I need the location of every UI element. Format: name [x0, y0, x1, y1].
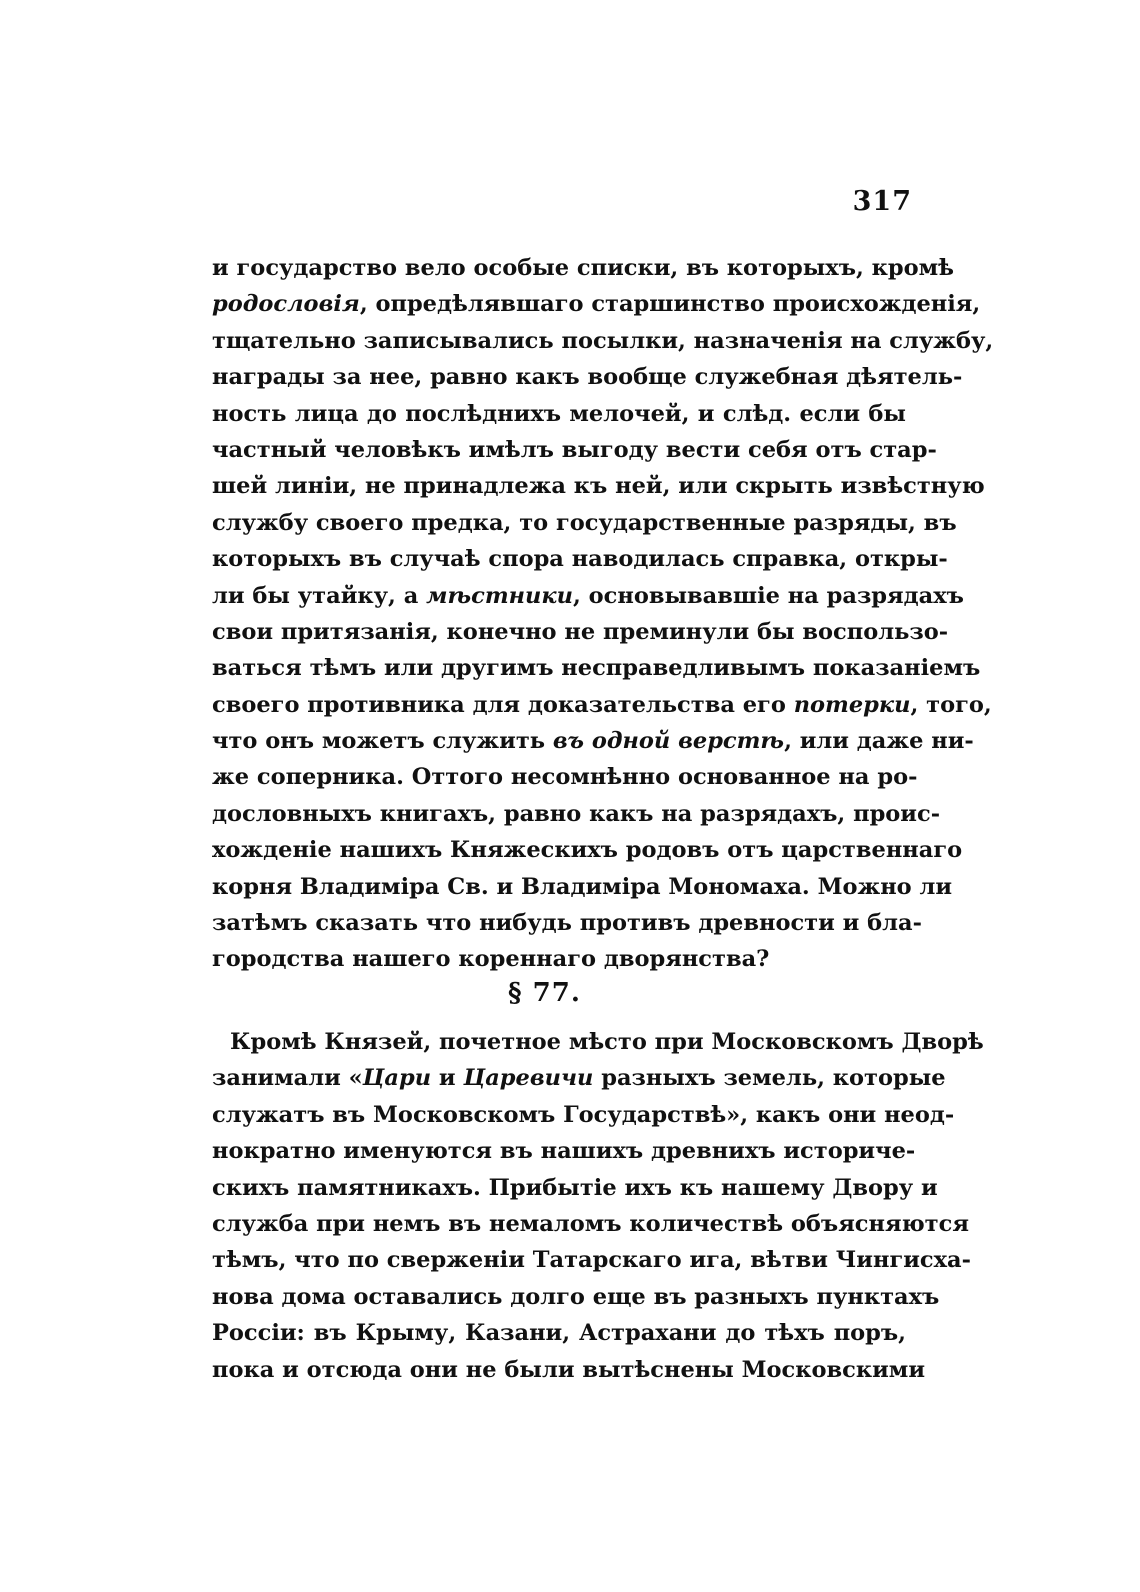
- text-line: [212, 1242, 971, 1278]
- text-segment: нократно именуются въ нашихъ древнихъ историче-: [212, 1138, 916, 1165]
- text-line: [212, 541, 948, 577]
- text-segment: занимали «: [212, 1065, 363, 1092]
- text-segment: которыхъ въ случаѣ спора наводилась справка, откры-: [212, 546, 948, 573]
- text-line: [212, 941, 906, 977]
- text-line: [212, 1097, 955, 1133]
- text-segment: нова дома оставались долго еще въ разныхъ пунктахъ: [212, 1283, 940, 1310]
- text-segment: службу своего предка, то государственные разряды, въ: [212, 509, 957, 536]
- text-segment: и: [431, 1065, 464, 1092]
- text-line: [212, 796, 941, 832]
- text-segment: служатъ въ Московскомъ Государствѣ», какъ они неод-: [212, 1101, 955, 1128]
- text-line: [212, 723, 974, 759]
- text-segment: корня Владиміра Св. и Владиміра Мономаха. Можно ли: [212, 873, 953, 900]
- text-segment: , основывавшіе на разрядахъ: [573, 582, 964, 609]
- text-segment: хожденіе нашихъ Княжескихъ родовъ отъ царственнаго: [212, 837, 963, 864]
- text-segment: разныхъ земель, которые: [593, 1065, 946, 1092]
- italic-term: Царевичи: [463, 1065, 594, 1092]
- text-segment: Россіи: въ Крыму, Казани, Астрахани до тѣхъ поръ,: [212, 1320, 906, 1347]
- text-line: [212, 1279, 940, 1315]
- text-line: [212, 1170, 938, 1206]
- text-segment: скихъ памятникахъ. Прибытіе ихъ къ нашему Двору и: [212, 1174, 938, 1201]
- text-segment: тѣмъ, что по сверженіи Татарскаго ига, вѣтви Чингисха-: [212, 1247, 971, 1274]
- text-segment: , или даже ни-: [784, 728, 974, 755]
- text-line: [212, 832, 963, 868]
- text-segment: же соперника. Оттого несомнѣнно основанное на ро-: [212, 764, 918, 791]
- text-line: [212, 1206, 969, 1242]
- text-line: [212, 1133, 916, 1169]
- text-line: [212, 1352, 926, 1388]
- text-segment: пока и отсюда они не были вытѣснены Московскими: [212, 1356, 926, 1383]
- italic-term: мѣстники: [426, 582, 573, 609]
- text-line: [212, 286, 981, 322]
- text-segment: служба при немъ въ немаломъ количествѣ объясняются: [212, 1210, 969, 1237]
- section-heading: § 77.: [508, 978, 581, 1008]
- text-segment: ваться тѣмъ или другимъ несправедливымъ показаніемъ: [212, 655, 981, 682]
- text-line: [212, 1315, 906, 1351]
- italic-term: родословія: [212, 291, 360, 318]
- paragraph-1: [212, 250, 994, 978]
- paragraph-2: [212, 1024, 984, 1388]
- text-line: [212, 396, 906, 432]
- text-segment: и государство вело особые списки, въ которыхъ, кромѣ: [212, 255, 954, 281]
- text-line: [212, 687, 992, 723]
- text-line: [212, 250, 954, 286]
- text-line: [212, 578, 964, 614]
- italic-term: потерки: [793, 691, 911, 718]
- text-segment: затѣмъ сказать что нибудь противъ древности и бла-: [212, 910, 922, 937]
- text-line: [212, 432, 937, 468]
- italic-term: въ одной верстѣ: [552, 728, 785, 755]
- text-segment: шей линіи, не принадлежа къ ней, или скрыть извѣстную: [212, 473, 985, 500]
- text-line: [212, 869, 953, 905]
- text-segment: тщательно записывались посылки, назначенія на службу,: [212, 327, 994, 354]
- text-segment: свои притязанія, конечно не преминули бы воспользо-: [212, 618, 949, 645]
- text-segment: , того,: [910, 691, 992, 718]
- text-line: [212, 468, 985, 504]
- page-number: 317: [852, 186, 912, 217]
- text-line: [212, 359, 963, 395]
- text-line: [212, 1060, 946, 1096]
- text-line: [212, 1024, 984, 1060]
- text-line: [212, 614, 949, 650]
- italic-term: Цари: [362, 1065, 432, 1092]
- text-line: [212, 905, 922, 941]
- text-line: [212, 759, 918, 795]
- text-segment: своего противника для доказательства его: [212, 691, 794, 718]
- text-segment: , опредѣлявшаго старшинство происхожденія,: [359, 291, 981, 318]
- text-segment: Кромѣ Князей, почетное мѣсто при Московскомъ Дворѣ: [230, 1029, 984, 1055]
- text-segment: дословныхъ книгахъ, равно какъ на разрядахъ, проис-: [212, 800, 941, 827]
- text-segment: ность лица до послѣднихъ мелочей, и слѣд. если бы: [212, 400, 906, 427]
- text-segment: городства нашего кореннаго дворянства?: [212, 946, 770, 973]
- text-line: [212, 323, 994, 359]
- text-line: [212, 650, 981, 686]
- text-line: [212, 505, 957, 541]
- text-segment: ли бы утайку, а: [212, 582, 427, 609]
- text-segment: что онъ можетъ служить: [212, 728, 553, 755]
- text-segment: награды за нее, равно какъ вообще служебная дѣятель-: [212, 364, 963, 391]
- text-segment: частный человѣкъ имѣлъ выгоду вести себя отъ стар-: [212, 436, 937, 463]
